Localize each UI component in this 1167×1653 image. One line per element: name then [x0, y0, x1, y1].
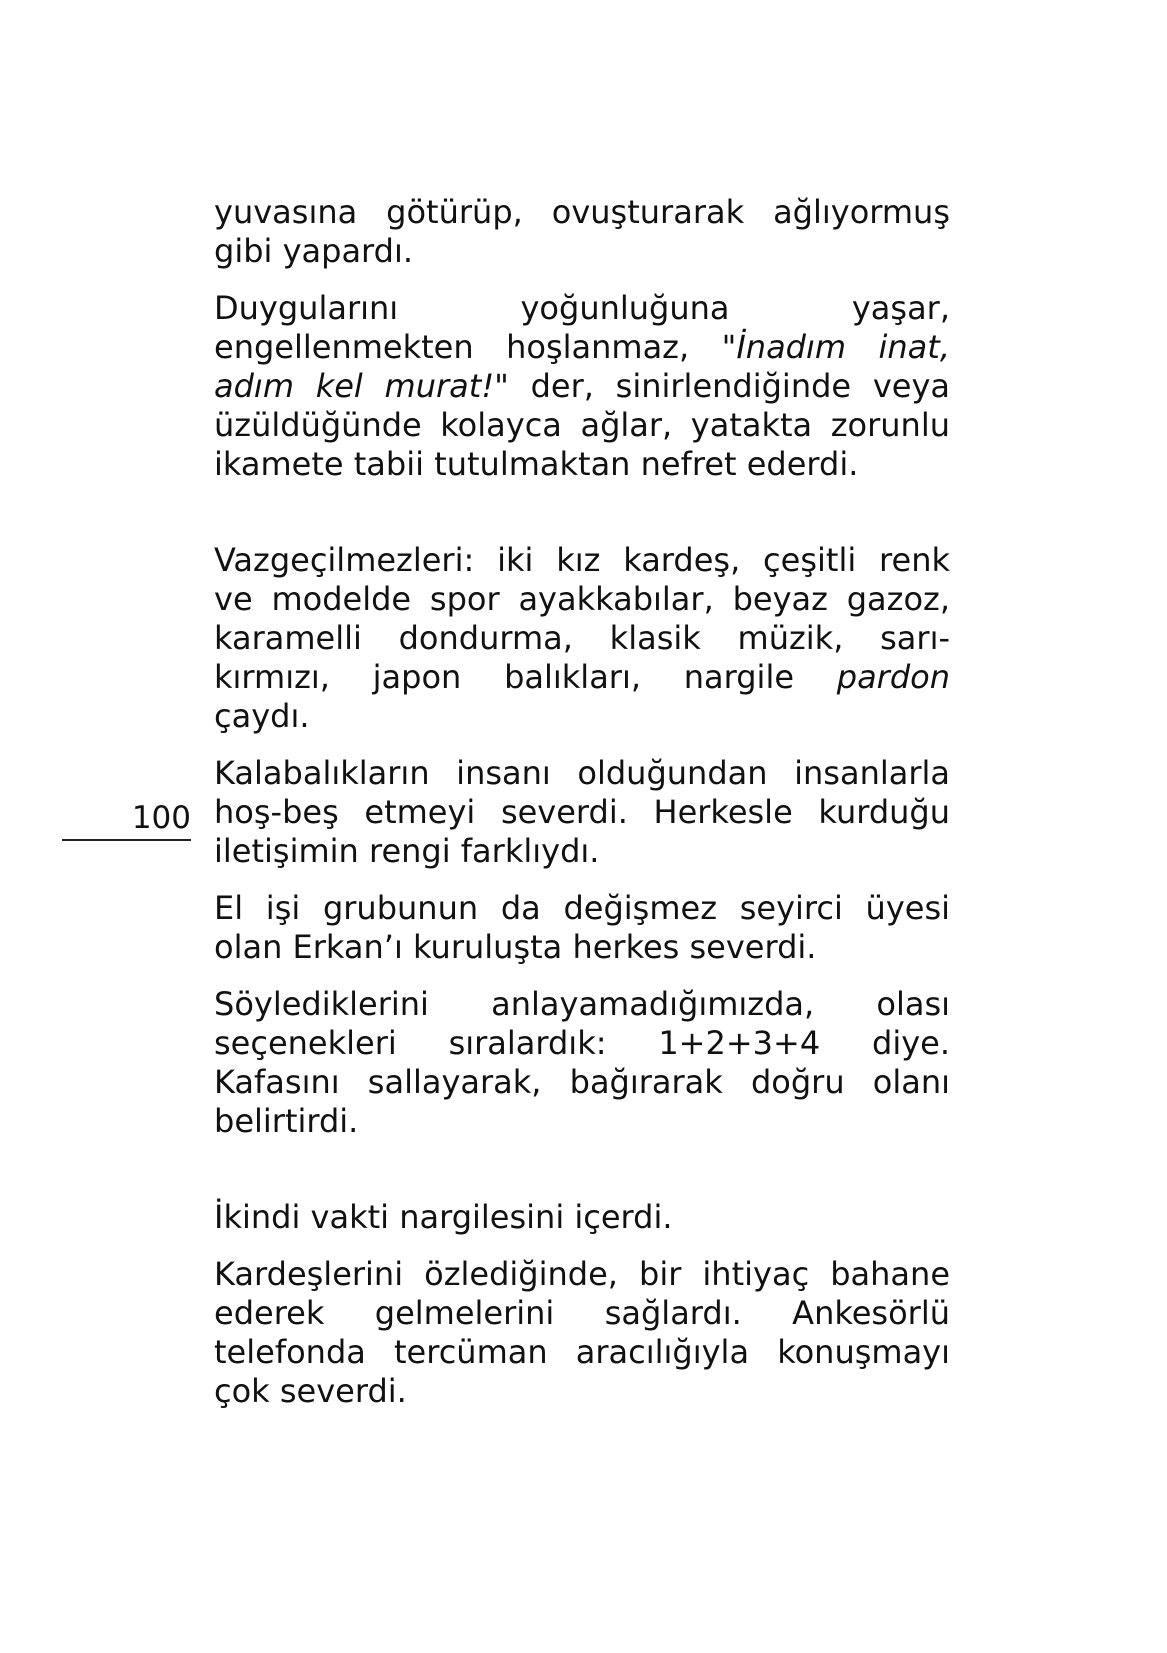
text-segment: Vazgeçilmezleri: iki kız kardeş, çeşitli renk	[214, 541, 950, 579]
text-segment: iletişimin rengi farklıydı.	[214, 832, 600, 870]
text-line	[214, 1333, 950, 1372]
paragraph	[214, 289, 950, 484]
page-number-rule	[62, 839, 191, 841]
text-segment: Kardeşlerini özlediğinde, bir ihtiyaç bahane	[214, 1255, 950, 1293]
text-segment: üzüldüğünde kolayca ağlar, yatakta zorunlu	[214, 406, 950, 444]
text-segment: kırmızı, japon balıkları, nargile	[214, 658, 837, 696]
text-line	[214, 1102, 950, 1141]
text-segment: olan Erkan’ı kuruluşta herkes severdi.	[214, 928, 817, 966]
text-line	[214, 541, 950, 580]
text-line	[214, 889, 950, 928]
text-line	[214, 754, 950, 793]
paragraph	[214, 985, 950, 1141]
text-segment: çaydı.	[214, 697, 310, 735]
text-segment: Kalabalıkların insanı olduğundan insanlarla	[214, 754, 950, 792]
text-line	[214, 619, 950, 658]
text-line	[214, 445, 950, 484]
text-segment: engellenmekten hoşlanmaz, "	[214, 328, 737, 366]
paragraph	[214, 541, 950, 736]
text-segment: Söylediklerini anlayamadığımızda, olası	[214, 985, 950, 1023]
text-segment: ikamete tabii tutulmaktan nefret ederdi.	[214, 445, 859, 483]
paragraph	[214, 1255, 950, 1411]
text-segment: gibi yapardı.	[214, 232, 414, 270]
text-line	[214, 1024, 950, 1063]
text-line	[214, 328, 950, 367]
italic-text: İnadım inat,	[736, 328, 951, 366]
text-line	[214, 1255, 950, 1294]
text-segment: telefonda tercüman aracılığıyla konuşmayı	[214, 1333, 950, 1371]
paragraph	[214, 889, 950, 967]
text-segment: Kafasını sallayarak, bağırarak doğru olanı	[214, 1063, 950, 1101]
text-segment: karamelli dondurma, klasik müzik, sarı-	[214, 619, 950, 657]
text-line	[214, 658, 950, 697]
italic-text: adım kel murat!	[214, 367, 495, 405]
text-segment: Duygularını yoğunluğuna yaşar,	[214, 289, 950, 327]
text-line	[214, 1063, 950, 1102]
text-line	[214, 985, 950, 1024]
text-line	[214, 1294, 950, 1333]
text-line	[214, 367, 950, 406]
text-line	[214, 1372, 950, 1411]
text-segment: seçenekleri sıralardık: 1+2+3+4 diye.	[214, 1024, 950, 1062]
text-segment: El işi grubunun da değişmez seyirci üyesi	[214, 889, 950, 927]
text-segment: ve modelde spor ayakkabılar, beyaz gazoz,	[214, 580, 950, 618]
page-number: 100	[131, 800, 191, 836]
text-line	[214, 406, 950, 445]
text-line	[214, 793, 950, 832]
text-line	[214, 232, 950, 271]
body-text	[214, 193, 950, 1429]
text-line	[214, 289, 950, 328]
text-line	[214, 832, 950, 871]
paragraph	[214, 754, 950, 871]
paragraph	[214, 193, 950, 271]
paragraph	[214, 1198, 950, 1237]
text-line	[214, 928, 950, 967]
text-segment: belirtirdi.	[214, 1102, 359, 1140]
text-line	[214, 697, 950, 736]
text-segment: hoş-beş etmeyi severdi. Herkesle kurduğu	[214, 793, 950, 831]
text-segment: İkindi vakti nargilesini içerdi.	[214, 1198, 673, 1236]
text-segment: yuvasına götürüp, ovuşturarak ağlıyormuş	[214, 193, 950, 231]
text-segment: çok severdi.	[214, 1372, 407, 1410]
italic-text: pardon	[836, 658, 950, 696]
text-line	[214, 1198, 950, 1237]
text-line	[214, 193, 950, 232]
text-line	[214, 580, 950, 619]
text-segment: ederek gelmelerini sağlardı. Ankesörlü	[214, 1294, 950, 1332]
text-segment: " der, sinirlendiğinde veya	[494, 367, 951, 405]
